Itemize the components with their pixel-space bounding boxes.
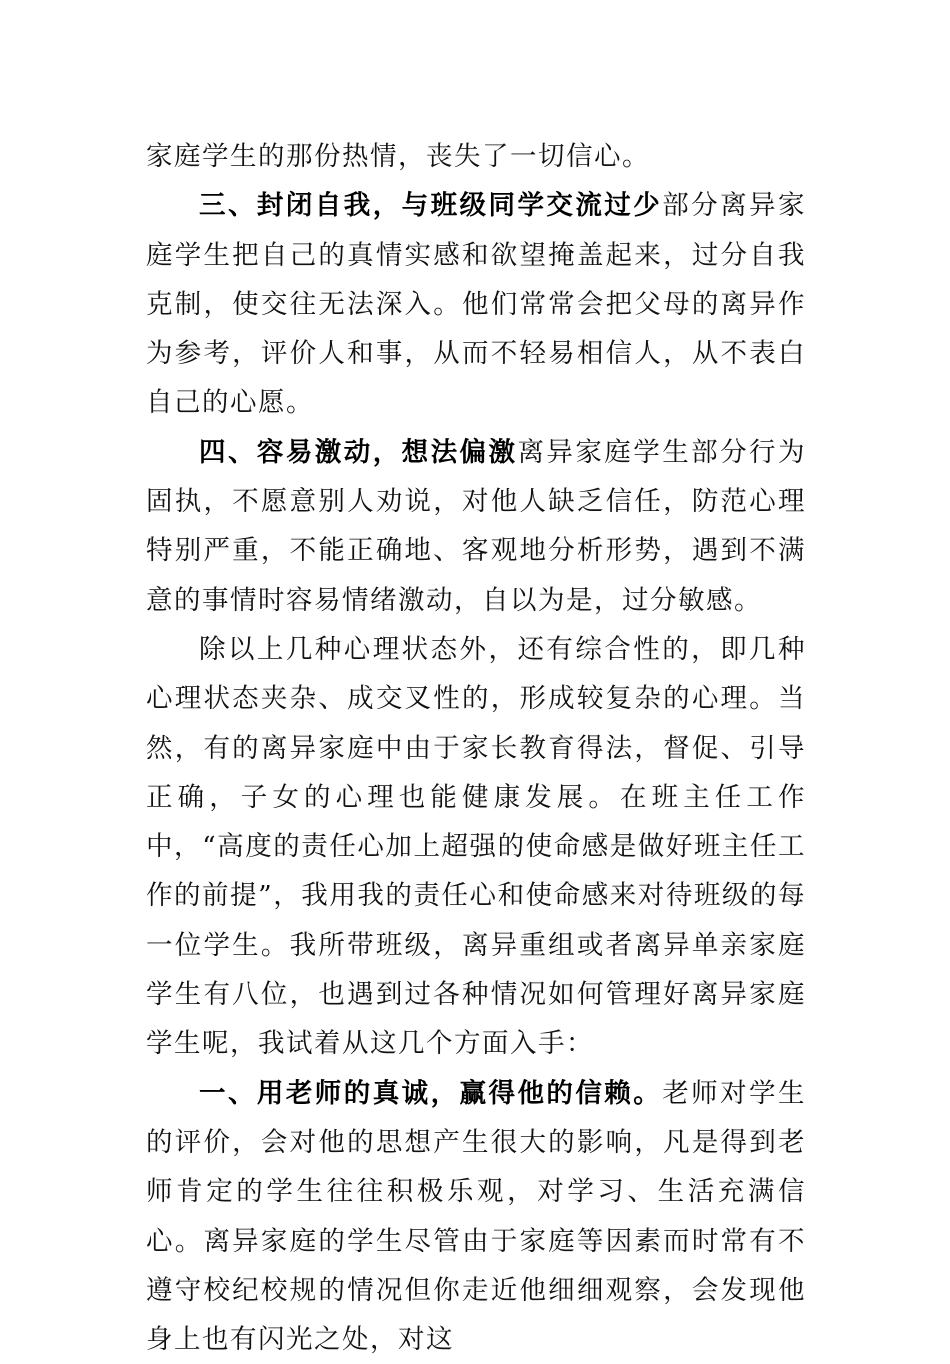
section-heading: 一、用老师的真诚，赢得他的信赖。 [199, 1077, 663, 1109]
paragraph-text: 部分离异家庭学生把自己的真情实感和欲望掩盖起来，过分自我克制，使交往无法深入。他们常常会把父母的离异作为参考，评价人和事，从而不轻易相信人，从不表白自己的心愿。 [146, 190, 807, 419]
section-heading: 四、容易激动，想法偏激 [199, 436, 518, 468]
paragraph-method-one [146, 1069, 806, 1364]
paragraph-text: 家庭学生的那份热情，丧失了一切信心。 [146, 141, 650, 172]
paragraph-text: 除以上几种心理状态外，还有综合性的，即几种心理状态夹杂、成交叉性的，形成较复杂的心理。当然，有的离异家庭中由于家长教育得法，督促、引导正确，子女的心理也能健康发展。在班主任工作中，“高度的责任心加上超强的使命感是做好班主任工作的前提”，我用我的责任心和使命感来对待班级的每一位学生。我所带班级，离异重组或者离异单亲家庭学生有八位，也遇到过各种情况如何管理好离异家庭学生呢，我试着从这几个方面入手： [146, 633, 806, 1060]
paragraph-continued [146, 132, 806, 181]
paragraph-text: 老师对学生的评价，会对他的思想产生很大的影响，凡是得到老师肯定的学生往往积极乐观，对学习、生活充满信心。离异家庭的学生尽管由于家庭等因素而时常有不遵守校纪校规的情况但你走近他细细观察，会发现他身上也有闪光之处，对这 [146, 1077, 807, 1356]
section-heading: 三、封闭自我，与班级同学交流过少 [199, 190, 663, 222]
document-body [146, 132, 806, 1364]
paragraph-summary [146, 625, 806, 1069]
paragraph-section-three [146, 181, 806, 427]
paragraph-section-four [146, 428, 806, 625]
paragraph-text: 离异家庭学生部分行为固执，不愿意别人劝说，对他人缺乏信任，防范心理特别严重，不能正确地、客观地分析形势，遇到不满意的事情时容易情绪激动，自以为是，过分敏感。 [146, 436, 807, 616]
